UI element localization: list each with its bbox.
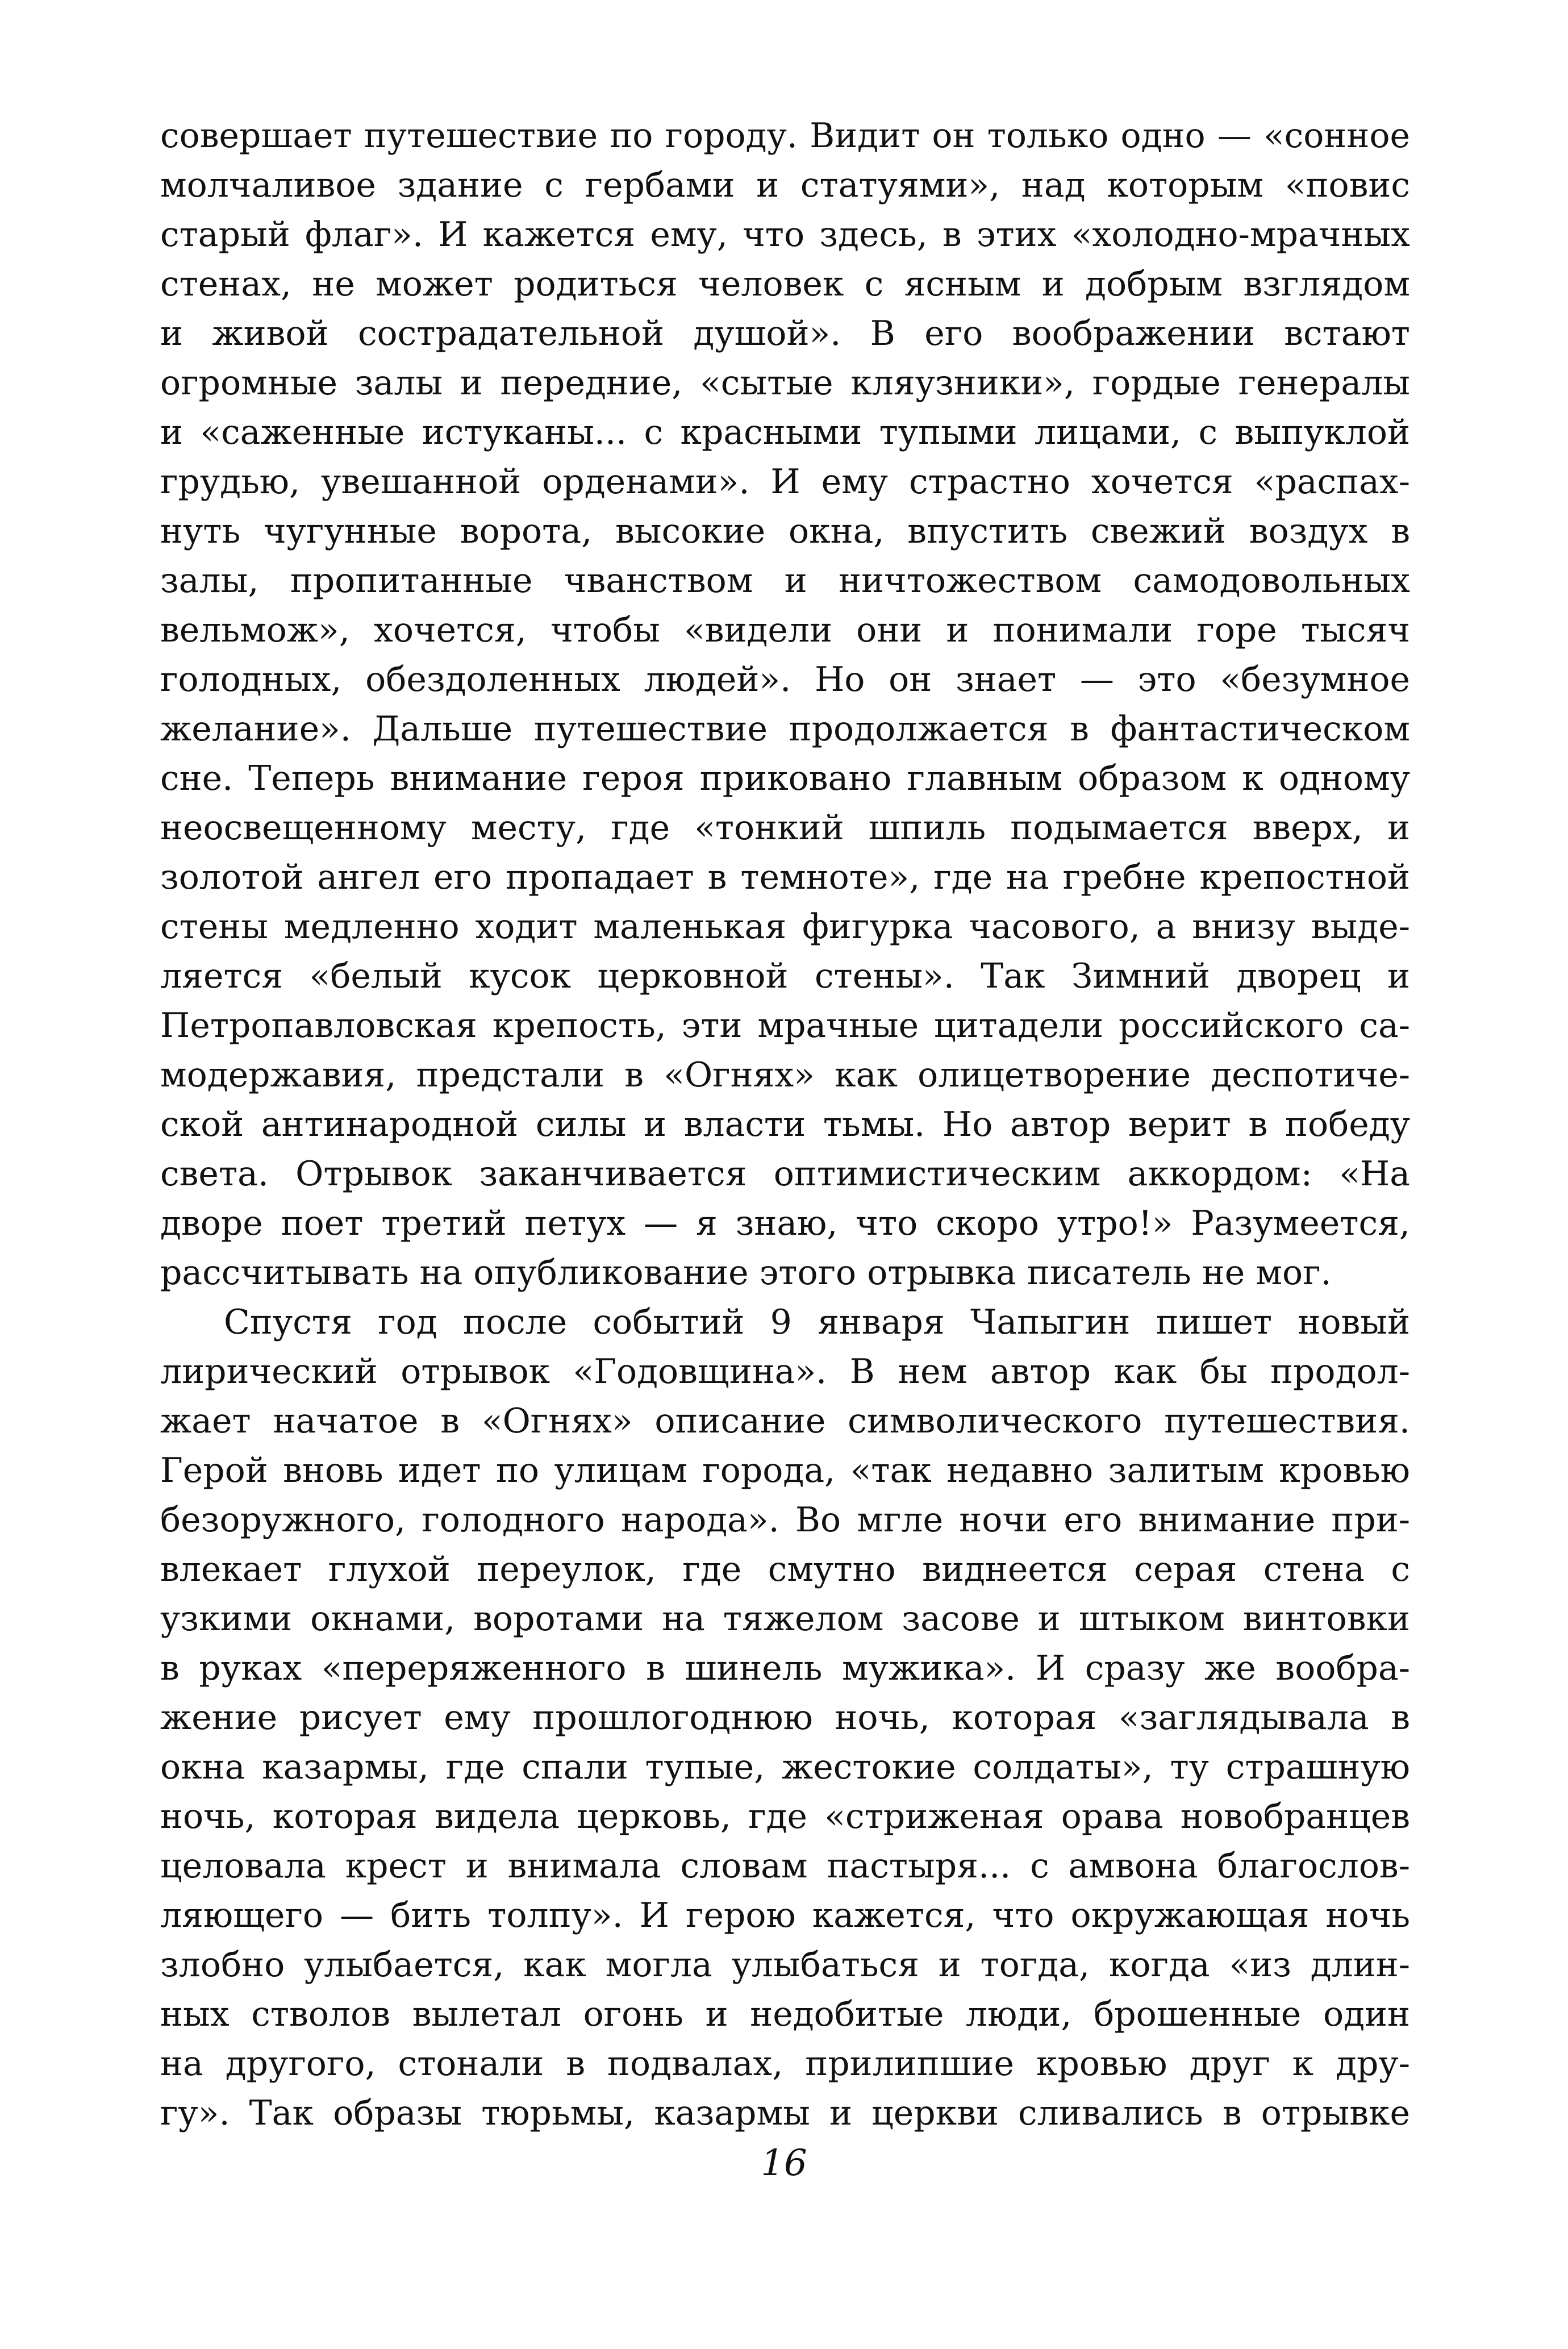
body-text bbox=[160, 111, 1410, 2138]
text-line: модержавия, предстали в «Огнях» как олицетворение деспотиче- bbox=[160, 1055, 1410, 1095]
text-line: дворе поет третий петух — я знаю, что скоро утро!» Разумеется, bbox=[160, 1203, 1410, 1243]
text-line: света. Отрывок заканчивается оптимистическим аккордом: «На bbox=[160, 1154, 1410, 1194]
text-line: золотой ангел его пропадает в темноте», где на гребне крепостной bbox=[160, 857, 1410, 897]
text-line: узкими окнами, воротами на тяжелом засове и штыком винтовки bbox=[160, 1599, 1410, 1639]
text-line: в руках «переряженного в шинель мужика». И сразу же вообра- bbox=[160, 1648, 1410, 1688]
text-line: гу». Так образы тюрьмы, казармы и церкви сливались в отрывке bbox=[160, 2093, 1410, 2133]
text-line: молчаливое здание с гербами и статуями», над которым «повис bbox=[160, 165, 1410, 205]
text-line: стены медленно ходит маленькая фигурка часового, а внизу выде- bbox=[160, 907, 1410, 947]
text-line: залы, пропитанные чванством и ничтожеством самодовольных bbox=[160, 561, 1410, 601]
text-line: и живой сострадательной душой». В его воображении встают bbox=[160, 314, 1410, 353]
text-line: голодных, обездоленных людей». Но он знает — это «безумное bbox=[160, 660, 1410, 699]
page-number: 16 bbox=[761, 2142, 807, 2184]
text-line: стенах, не может родиться человек с ясным и добрым взглядом bbox=[160, 264, 1410, 304]
text-line: злобно улыбается, как могла улыбаться и тогда, когда «из длин- bbox=[160, 1945, 1410, 1985]
text-line: сне. Теперь внимание героя приковано главным образом к одному bbox=[160, 759, 1410, 798]
text-line: ляющего — бить толпу». И герою кажется, что окружающая ночь bbox=[160, 1896, 1410, 1935]
text-line: на другого, стонали в подвалах, прилипшие кровью друг к дру- bbox=[160, 2044, 1410, 2084]
text-line: лирический отрывок «Годовщина». В нем автор как бы продол- bbox=[160, 1352, 1410, 1392]
text-line: нуть чугунные ворота, высокие окна, впустить свежий воздух в bbox=[160, 511, 1410, 551]
text-line: ской антинародной силы и власти тьмы. Но автор верит в победу bbox=[160, 1105, 1410, 1144]
text-line: ных стволов вылетал огонь и недобитые люди, брошенные один bbox=[160, 1994, 1410, 2034]
text-line: неосвещенному месту, где «тонкий шпиль подымается вверх, и bbox=[160, 808, 1410, 848]
text-line: окна казармы, где спали тупые, жестокие солдаты», ту страшную bbox=[160, 1747, 1410, 1787]
text-line: огромные залы и передние, «сытые кляузники», гордые генералы bbox=[160, 363, 1410, 403]
paragraph-end-line: рассчитывать на опубликование этого отрывка писатель не мог. bbox=[160, 1253, 1332, 1293]
text-line: совершает путешествие по городу. Видит он только одно — «сонное bbox=[160, 116, 1410, 156]
text-line: целовала крест и внимала словам пастыря... с амвона благослов- bbox=[160, 1846, 1410, 1886]
text-line: ляется «белый кусок церковной стены». Так Зимний дворец и bbox=[160, 956, 1410, 996]
paragraph-start-line: Спустя год после событий 9 января Чапыгин пишет новый bbox=[224, 1302, 1410, 1342]
text-line: безоружного, голодного народа». Во мгле ночи его внимание при- bbox=[160, 1500, 1410, 1540]
text-line: вельмож», хочется, чтобы «видели они и понимали горе тысяч bbox=[160, 610, 1410, 650]
text-line: и «саженные истуканы... с красными тупыми лицами, с выпуклой bbox=[160, 413, 1410, 452]
text-line: ночь, которая видела церковь, где «стриженая орава новобранцев bbox=[160, 1797, 1410, 1836]
text-line: жение рисует ему прошлогоднюю ночь, которая «заглядывала в bbox=[160, 1698, 1410, 1738]
text-line: жает начатое в «Огнях» описание символического путешествия. bbox=[160, 1401, 1410, 1441]
text-line: Герой вновь идет по улицам города, «так недавно залитым кровью bbox=[160, 1451, 1410, 1490]
text-line: Петропавловская крепость, эти мрачные цитадели российского са- bbox=[160, 1006, 1410, 1046]
text-line: старый флаг». И кажется ему, что здесь, в этих «холодно-мрачных bbox=[160, 215, 1410, 255]
text-line: влекает глухой переулок, где смутно виднеется серая стена с bbox=[160, 1550, 1410, 1589]
text-line: грудью, увешанной орденами». И ему страстно хочется «распах- bbox=[160, 462, 1410, 502]
text-line: желание». Дальше путешествие продолжается в фантастическом bbox=[160, 709, 1410, 749]
